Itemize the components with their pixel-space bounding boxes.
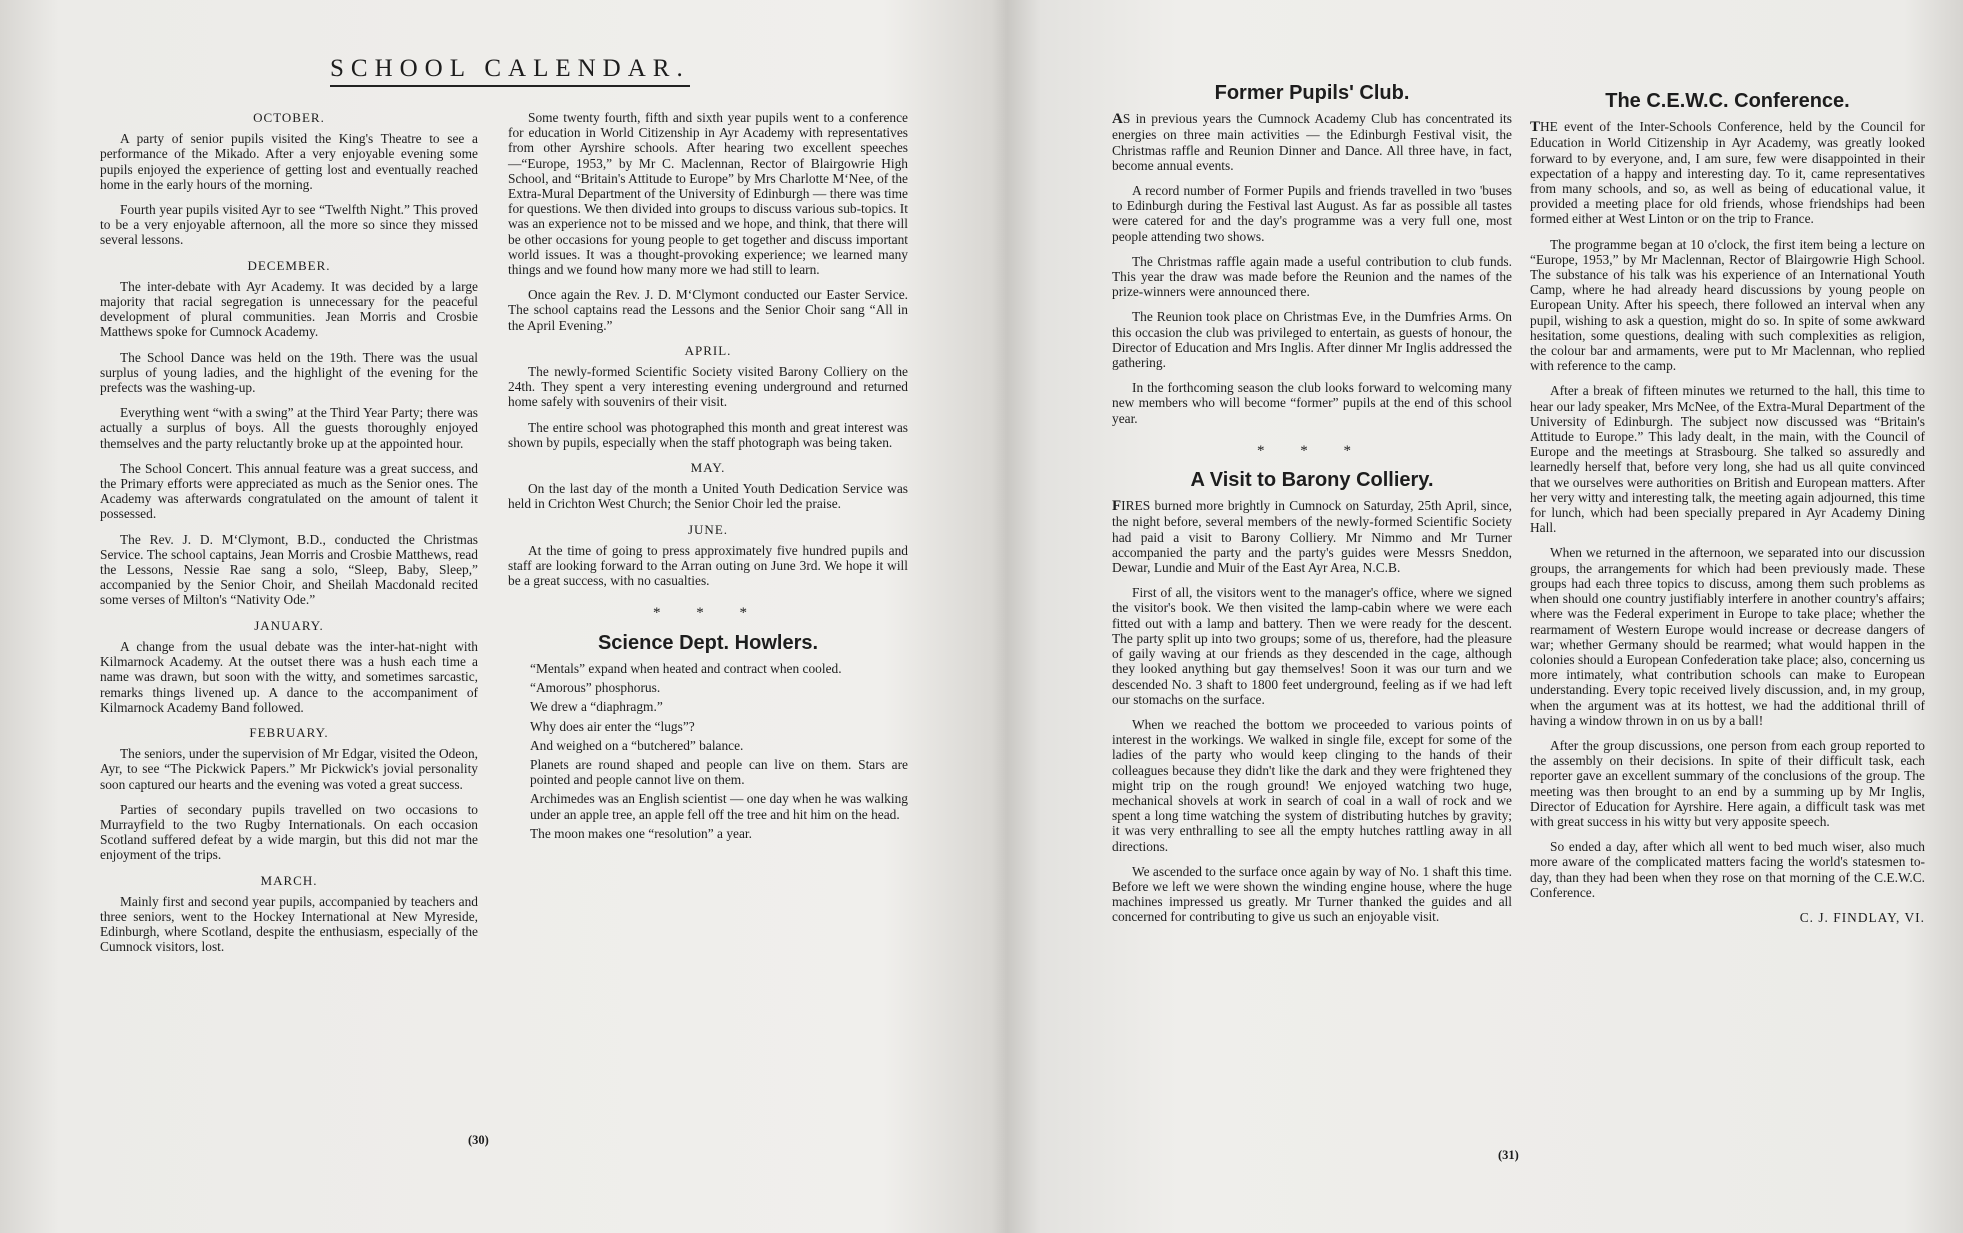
paragraph: The Christmas raffle again made a useful contribution to club funds. This year the draw was made before the Reunion and the names of the prize-winners were announced there. [1112,253,1512,300]
paragraph-text: IRES burned more brightly in Cumnock on Saturday, 25th April, since, the night before, several members of the newly-formed Scientific Society had paid a visit to Barony Colliery. Mr Nimmo and Mr Turner accompanied the party and the party's guides were Messrs Sneddon, Dewar, Lundie and Muir of the East Ayr Area, N.C.B. [1112,498,1512,576]
former-pupils-title [1112,82,1512,104]
drop-cap: A [1112,111,1123,128]
howler-item: Planets are round shaped and people can live on them. Stars are pointed and people cannot live on them. [530,756,908,788]
paragraph: Some twenty fourth, fifth and sixth year pupils went to a conference for education in World Citizenship in Ayr Academy with representatives from other Ayrshire schools. After hearing two excellent speeches—“Europe, 1953,” by Mr C. Maclennan, Rector of Blairgowrie High School, and “Britain's Attitude to Europe” by Mrs Charlotte M‘Nee, of the Extra-Mural Department of the University of Edinburgh — there was time for questions. We then divided into groups to discuss various sub-topics. It was an experience not to be missed and we hope, and think, that there will be other occasions for young people to get together and discuss important world issues. It was a thought-provoking experience; we learned many things and we found how many more we had still to learn. [508,110,908,278]
paragraph: The inter-debate with Ayr Academy. It was decided by a large majority that racial segregation is unnecessary for the peaceful development of plural communities. Jean Morris and Crosbie Matthews spoke for Cumnock Academy. [100,278,478,340]
howler-item: Why does air enter the “lugs”? [530,718,695,734]
paragraph: After the group discussions, one person from each group reported to the assembly on their decisions. In spite of their difficult task, each reporter gave an excellent summary of the conclusions of the group. The meeting was then brought to an end by a summing up by Mr Inglis, Director of Education for Ayrshire. Here again, a difficult task was met with great success in his witty but very apposite speech. [1530,737,1925,829]
paragraph [1530,119,1925,226]
howlers-list [508,661,908,841]
howlers-title: Science Dept. Howlers. [597,631,819,654]
paragraph: Once again the Rev. J. D. M‘Clymont conducted our Easter Service. The school captains read the Lessons and the Senior Choir sang “All in the April Evening.” [508,287,908,333]
month-heading: MAY. [690,460,726,476]
paragraph: The Reunion took place on Christmas Eve, in the Dumfries Arms. On this occasion the club was privileged to entertain, as guests of honour, the Director of Education and Mrs Inglis. After dinner Mr Inglis addressed the gathering. [1112,309,1512,371]
paragraph: We ascended to the surface once again by way of No. 1 shaft this time. Before we left we were shown the winding engine house, where the huge machines impressed us greatly. Mr Turner thanked the guides and all concerned for contributing to give us such an enjoyable visit. [1112,863,1512,925]
drop-cap: F [1112,498,1122,515]
paragraph-text: HE event of the Inter-Schools Conference, held by the Council for Education in World Citizenship in Ayr Academy, was greatly looked forward to by everyone, and, I am sure, few were disappointed in their expectation of a happy and interesting day. To it, came representatives from many schools, and so, as well as being of educational value, it provided a meeting place for old friends, whose friendships had been formed either at West Linton or on the trip to France. [1530,119,1925,227]
howler-item: The moon makes one “resolution” a year. [530,825,752,841]
page-number: (31) [1498,1148,1519,1162]
section-divider-stars: * * * [653,605,763,622]
howler-item: And weighed on a “butchered” balance. [530,737,744,753]
paragraph: Mainly first and second year pupils, accompanied by teachers and three seniors, went to the Hockey International at New Myreside, Edinburgh, where Scotland, despite the enthusiasm, especially of the Cumnock visitors, lost. [100,893,478,955]
paragraph-text: S in previous years the Cumnock Academy Club has concentrated its energies on three main activities — the Edinburgh Festival visit, the Christmas raffle and Reunion Dinner and Dance. All three have, in fact, become annual events. [1112,111,1512,173]
paragraph: When we returned in the afternoon, we separated into our discussion groups, the arrangements for which had been previously made. These groups had each three topics to discuss, among them such problems as when should one country justifiably interfere in another country's affairs; where was the Federal experiment in Europe to take place; whether the rearmament of Western Europe would increase or decrease dangers of war; whether Germany should be rearmed; what would happen in the colonies should a European Confederation take place; also, concerning us more intimately, what contribution schools can make to European understanding. Every topic received lively discussion, and, in my group, when the argument was at its hottest, we had the additional thrill of having a window thrown in on us by a ball! [1530,545,1925,728]
paragraph [1112,498,1512,575]
colliery-title: A Visit to Barony Colliery. [1190,469,1434,492]
author-signature: C. J. FINDLAY, VI. [1799,909,1925,925]
paragraph: A record number of Former Pupils and friends travelled in two 'buses to Edinburgh during the Festival last August. As far as possible all tastes were catered for and the day's programme was a very full one, most people attending two shows. [1112,183,1512,244]
month-heading: MARCH. [260,872,318,888]
paragraph: Fourth year pupils visited Ayr to see “Twelfth Night.” This proved to be a very enjoyable afternoon, all the more so since they missed several lessons. [100,202,478,248]
drop-cap: T [1530,119,1541,136]
paragraph: Everything went “with a swing” at the Third Year Party; there was actually a surplus of boys. All the guests thoroughly enjoyed themselves and the party reluctantly broke up at the appointed hour. [100,405,478,451]
month-heading: DECEMBER. [247,257,331,273]
howler-item: Archimedes was an English scientist — one day when he was walking under an apple tree, an apple fell off the tree and hit him on the head. [530,791,908,822]
paragraph: A party of senior pupils visited the King's Theatre to see a performance of the Mikado. After a very enjoyable evening some pupils enjoyed the experience of getting lost and eventually reached home in the early hours of the morning. [100,131,478,192]
howler-item: “Amorous” phosphorus. [530,680,661,696]
colliery-body [1112,498,1512,924]
cewc-body [1530,119,1925,900]
paragraph: On the last day of the month a United Youth Dedication Service was held in Crichton West Church; the Senior Choir led the praise. [508,481,908,512]
page-number: (30) [468,1133,489,1147]
paragraph: At the time of going to press approximately five hundred pupils and staff are looking forward to the Arran outing on June 3rd. We hope it will be a great success, with no casualties. [508,542,908,589]
paragraph: The entire school was photographed this month and great interest was shown by pupils, especially when the staff photograph was being taken. [508,419,908,450]
month-heading: JUNE. [687,521,729,537]
paragraph: In the forthcoming season the club looks forward to welcoming many new members who will become “former” pupils at the end of this school year. [1112,380,1512,426]
paragraph: When we reached the bottom we proceeded to various points of interest in the workings. We walked in single file, except for some of the ladies of the party who would keep clinging to the hands of their colleagues because they didn't like the dark and they were frightened they might trip on the rough ground! We enjoyed watching two huge, mechanical shovels at work in search of coal in a wall of rock and we spent a long time watching the system of distributing hutches by gravity; it was very enthralling to see all the empty hutches rattling away in all directions. [1112,716,1512,854]
paragraph: The School Concert. This annual feature was a great success, and the Primary efforts were appreciated as much as the Senior ones. The Academy was afterwards congratulated on the amount of talent it possessed. [100,460,478,522]
paragraph: The newly-formed Scientific Society visited Barony Colliery on the 24th. They spent a very interesting evening underground and returned home safely with souvenirs of their visit. [508,364,908,410]
paragraph: The Rev. J. D. M‘Clymont, B.D., conducted the Christmas Service. The school captains, Jean Morris and Crosbie Matthews, read the Lessons, Nessie Rae sang a solo, “Sleep, Baby, Sleep,” accompanied by the Senior Choir, and Sheilah Macdonald recited some verses of Milton's “Nativity Ode.” [100,531,478,608]
month-heading: FEBRUARY. [249,724,329,740]
paragraph: The School Dance was held on the 19th. There was the usual surplus of young ladies, and the highlight of the evening for the prefects was the washing-up. [100,349,478,396]
month-heading: JANUARY. [254,617,324,633]
right-column-2 [1530,90,1925,925]
calendar-column-2-body [508,110,908,588]
paragraph: The programme began at 10 o'clock, the first item being a lecture on “Europe, 1953,” by Mr Maclennan, Rector of Blairgowrie High School. The substance of his talk was his experience of an International Youth Camp, where he had already heard discussions by young people on European Unity. After his speech, there followed an interval when any pupil, wishing to ask a question, might do so. In spite of some awkward hesitation, some questions, dealing with such complexities as religion, the colour bar and armaments, were put to Mr Maclennan, who replied with reference to the camp. [1530,236,1925,374]
paragraph [1112,111,1512,173]
paragraph: The seniors, under the supervision of Mr Edgar, visited the Odeon, Ayr, to see “The Pickwick Papers.” Mr Pickwick's jovial personality soon captured our hearts and the evening was voted a great success. [100,746,478,792]
paragraph: First of all, the visitors went to the manager's office, where we signed the visitor's book. We then visited the lamp-cabin where we were each fitted out with a lamp and battery. Then we were ready for the descent. The party split up into two groups; some of us, therefore, had the pleasure of gaily waving at our friends as they descended in the cage, although they looked anything but gay themselves! Soon it was our turn and we descended No. 3 shaft to 1800 feet underground, feeling as if we had left our stomachs on the surface. [1112,585,1512,707]
paragraph: Parties of secondary pupils travelled on two occasions to Murrayfield to the two Rugby Internationals. On each occasion Scotland suffered defeat by a wide margin, but this did not mar the enjoyment of the trips. [100,801,478,863]
howler-item: We drew a “diaphragm.” [530,699,663,715]
former-pupils-body [1112,111,1512,426]
paragraph: So ended a day, after which all went to bed much wiser, also much more aware of the complicated matters facing the world's statesmen to-day, than they had been when they rose on that morning of the C.E.W.C. Conference. [1530,839,1925,900]
paragraph: A change from the usual debate was the inter-hat-night with Kilmarnock Academy. At the outset there was a hush each time a name was drawn, but soon with the witty, and sometimes sarcastic, remarks things livened up. A dance to the accompaniment of Kilmarnock Academy Band followed. [100,638,478,715]
month-heading: APRIL. [684,342,732,358]
section-divider-stars: * * * [1257,442,1367,459]
right-column-1 [1112,82,1512,935]
paragraph: After a break of fifteen minutes we returned to the hall, this time to hear our lady speaker, Mrs McNee, of the Extra-Mural Department of the University of Edinburgh. The subject now discussed was “Britain's Attitude to Europe.” This lady dealt, in the main, with the Council of Europe and the meetings at Strasbourg. She talked so assuredly and learnedly herself that, before very long, she had us all quite convinced that we ourselves were authorities on British and European matters. After her very witty and interesting talk, the meeting again adjourned, this time for lunch, which had been specially prepared in Ayr Academy Dining Hall. [1530,383,1925,536]
month-heading: OCTOBER. [253,110,325,125]
right-page [1020,0,1963,1233]
cewc-title: The C.E.W.C. Conference. [1605,90,1850,112]
former-pupils-title-text: Former Pupils' Club. [1214,82,1410,104]
howler-item: “Mentals” expand when heated and contract when cooled. [530,660,842,676]
page-title: SCHOOL CALENDAR. [330,55,690,87]
calendar-column-2 [508,110,908,845]
calendar-column-1 [100,104,478,965]
